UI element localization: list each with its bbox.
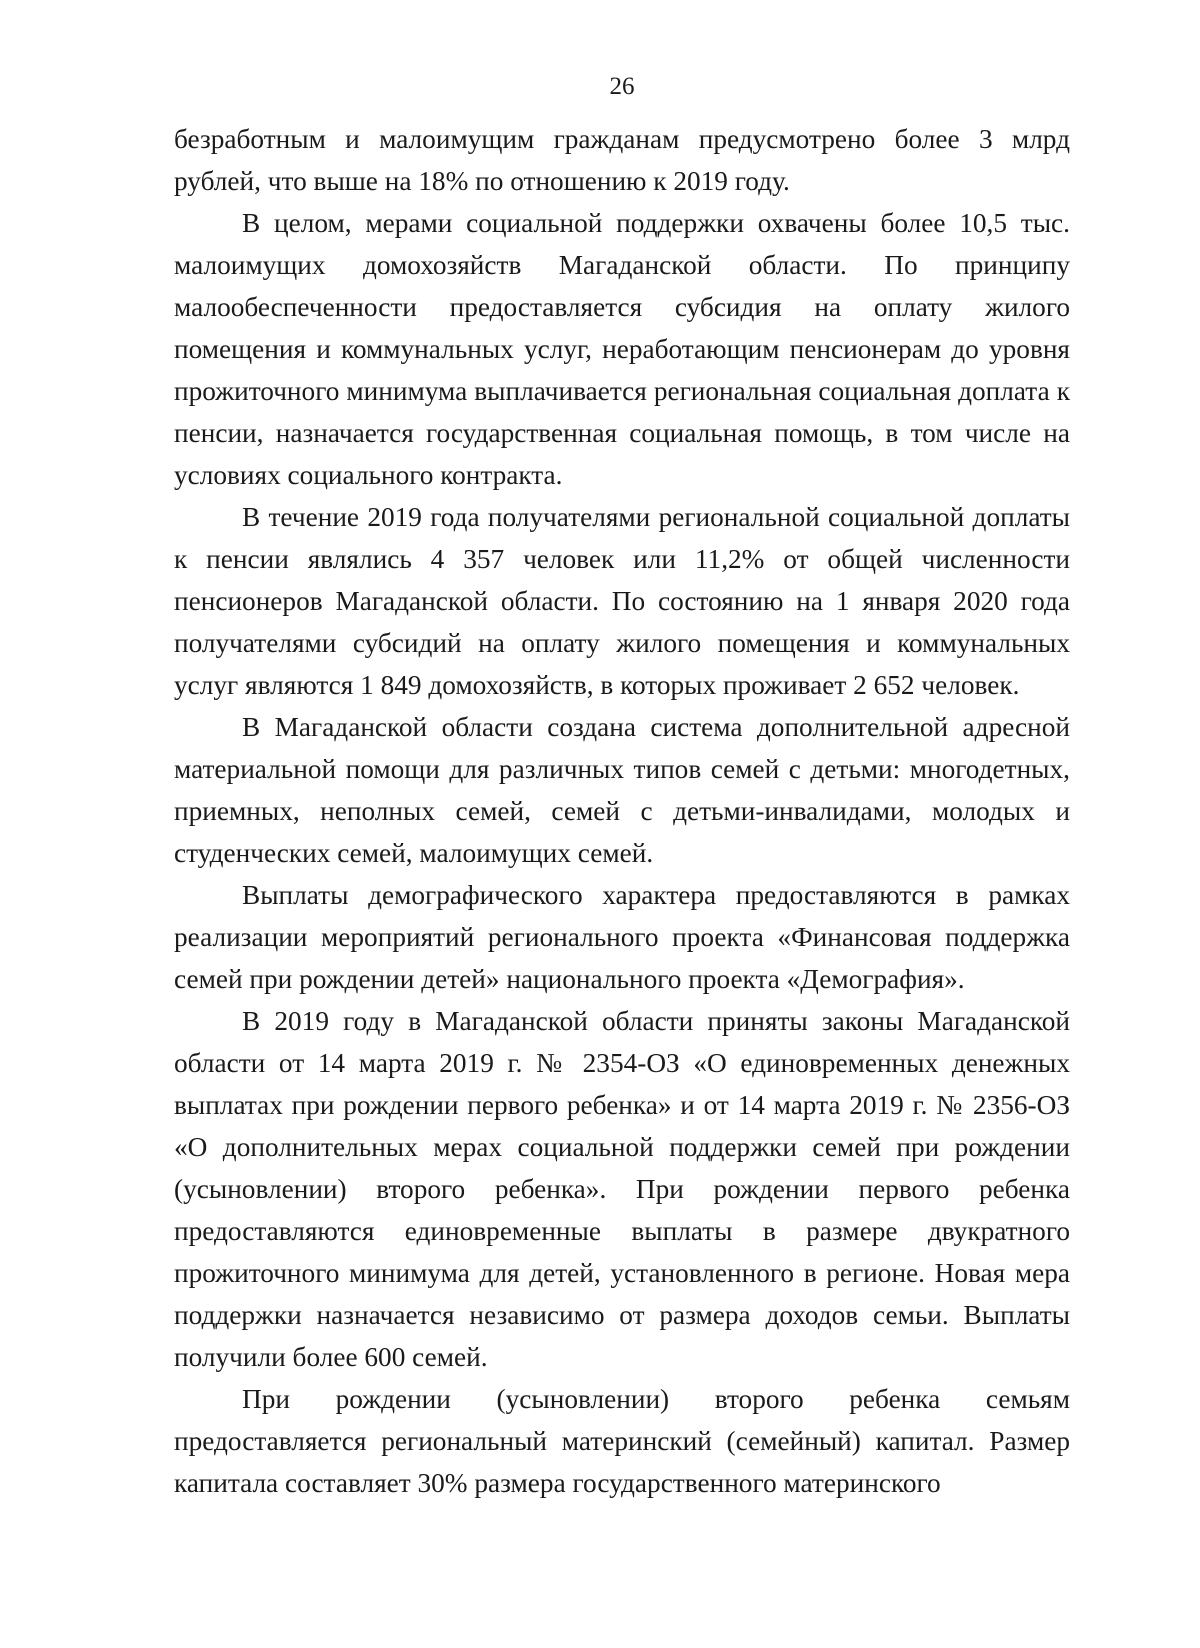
- paragraph-2: В целом, мерами социальной поддержки охвачены более 10,5 тыс. малоимущих домохозяйств Магаданской области. По принципу малообеспеченности предоставляется субсидия на оплату жилого помещения и коммунальных услуг, неработающим пенсионерам до уровня прожиточного минимума выплачивается региональная социальная доплата к пенсии, назначается государственная социальная помощь, в том числе на условиях социального контракта.: [174, 208, 1070, 490]
- paragraph-5: Выплаты демографического характера предоставляются в рамках реализации мероприятий регионального проекта «Финансовая поддержка семей при рождении детей» национального проекта «Демография».: [174, 880, 1070, 994]
- paragraph-3: В течение 2019 года получателями региональной социальной доплаты к пенсии являлись 4 357 человек или 11,2% от общей численности пенсионеров Магаданской области. По состоянию на 1 января 2020 года получателями субсидий на оплату жилого помещения и коммунальных услуг являются 1 849 домохозяйств, в которых проживает 2 652 человек.: [174, 502, 1070, 700]
- paragraph-6: В 2019 году в Магаданской области приняты законы Магаданской области от 14 марта 2019 г. № 2354-ОЗ «О единовременных денежных выплатах при рождении первого ребенка» и от 14 марта 2019 г. № 2356-ОЗ «О дополнительных мерах социальной поддержки семей при рождении (усыновлении) второго ребенка». При рождении первого ребенка предоставляются единовременные выплаты в размере двукратного прожиточного минимума для детей, установленного в регионе. Новая мера поддержки назначается независимо от размера доходов семьи. Выплаты получили более 600 семей.: [174, 1006, 1070, 1372]
- paragraph-1: безработным и малоимущим гражданам предусмотрено более 3 млрд рублей, что выше на 18% по отношению к 2019 году.: [174, 124, 1070, 196]
- page-number: 26: [609, 73, 635, 100]
- paragraph-4: В Магаданской области создана система дополнительной адресной материальной помощи для различных типов семей с детьми: многодетных, приемных, неполных семей, семей с детьми-инвалидами, молодых и студенческих семей, малоимущих семей.: [174, 712, 1070, 868]
- document-body: [174, 118, 1070, 1504]
- paragraph-7: При рождении (усыновлении) второго ребенка семьям предоставляется региональный материнский (семейный) капитал. Размер капитала составляет 30% размера государственного материнского: [174, 1384, 1070, 1498]
